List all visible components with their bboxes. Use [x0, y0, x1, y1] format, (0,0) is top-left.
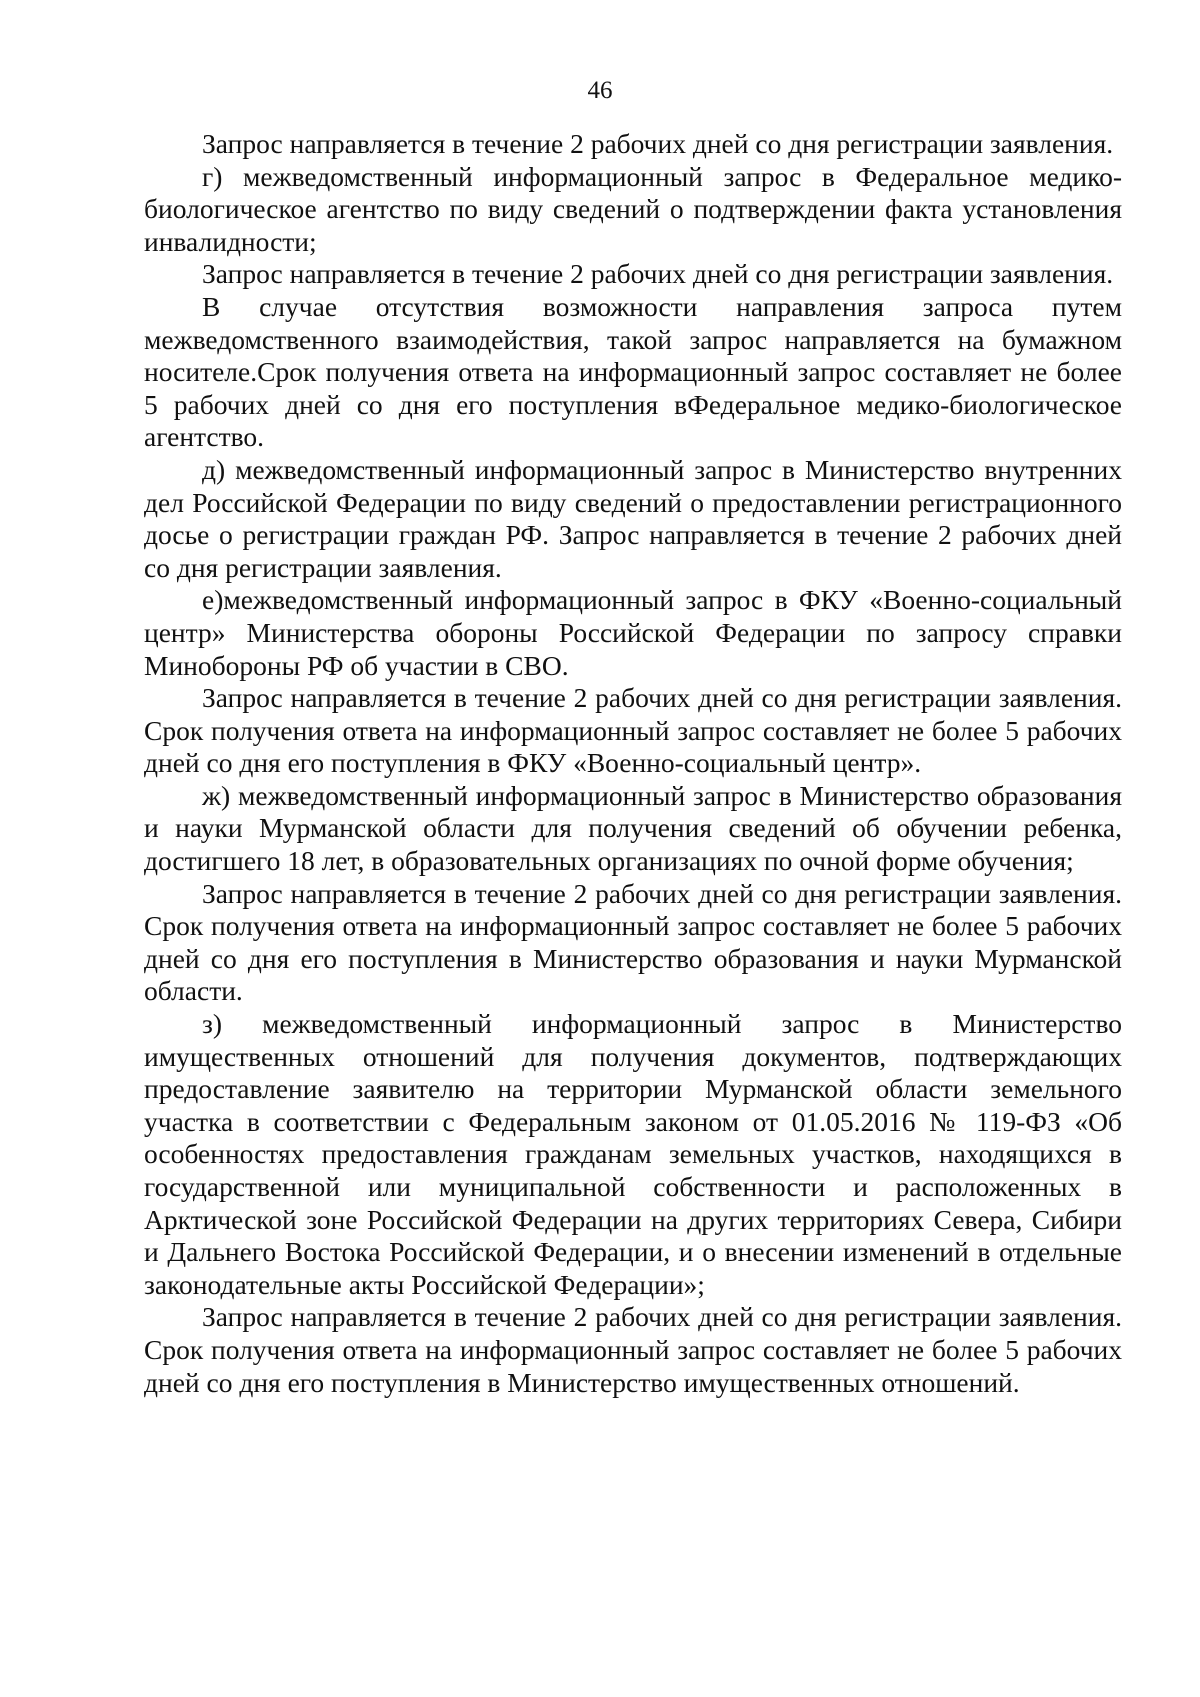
- paragraph-request-deadline-4: Запрос направляется в течение 2 рабочих дней со дня регистрации заявления. Срок получения ответа на информационный запрос составляет не более 5 рабочих дней со дня его поступления в Министерство образования и науки Мурманской области.: [144, 877, 1122, 1007]
- paragraph-request-deadline-3: Запрос направляется в течение 2 рабочих дней со дня регистрации заявления. Срок получения ответа на информационный запрос составляет не более 5 рабочих дней со дня его поступления в ФКУ «Военно-социальный центр».: [144, 682, 1122, 779]
- paragraph-request-deadline-1: Запрос направляется в течение 2 рабочих дней со дня регистрации заявления.: [202, 128, 1114, 159]
- paragraph-item-g: г) межведомственный информационный запрос в Федеральное медико-биологическое агентство по виду сведений о подтверждении факта установления инвалидности;: [144, 160, 1122, 257]
- paragraph-item-zh: ж) межведомственный информационный запрос в Министерство образования и науки Мурманской области для получения сведений об обучении ребенка, достигшего 18 лет, в образовательных организациях по очной форме обучения;: [144, 779, 1122, 877]
- paragraph-paper-request: В случае отсутствия возможности направления запроса путем межведомственного взаимодействия, такой запрос направляется на бумажном носителе.Срок получения ответа на информационный запрос составляет не более 5 рабочих дней со дня его поступления вФедеральное медико-биологическое агентство.: [144, 290, 1122, 453]
- paragraph-item-d: д) межведомственный информационный запрос в Министерство внутренних дел Российской Федерации по виду сведений о предоставлении регистрационного досье о регистрации граждан РФ. Запрос направляется в течение 2 рабочих дней со дня регистрации заявления.: [144, 453, 1122, 583]
- paragraph-request-deadline-2: Запрос направляется в течение 2 рабочих дней со дня регистрации заявления.: [202, 258, 1114, 290]
- paragraph-item-z: з) межведомственный информационный запрос в Министерство имущественных отношений для получения документов, подтверждающих предоставление заявителю на территории Мурманской области земельного участка в соответствии с Федеральным законом от 01.05.2016 № 119-ФЗ «Об особенностях предоставления гражданам земельных участков, находящихся в государственной или муниципальной собственности и расположенных в Арктической зоне Российской Федерации на других территориях Севера, Сибири и Дальнего Востока Российской Федерации, и о внесении изменений в отдельные законодательные акты Российской Федерации»;: [144, 1008, 1122, 1300]
- page-number: 46: [587, 77, 613, 104]
- paragraph-request-deadline-5: Запрос направляется в течение 2 рабочих дней со дня регистрации заявления. Срок получения ответа на информационный запрос составляет не более 5 рабочих дней со дня его поступления в Министерство имущественных отношений.: [144, 1301, 1122, 1398]
- document-body: [144, 128, 1122, 1399]
- paragraph-item-e: е)межведомственный информационный запрос в ФКУ «Военно-социальный центр» Министерства обороны Российской Федерации по запросу справки Минобороны РФ об участии в СВО.: [144, 584, 1122, 681]
